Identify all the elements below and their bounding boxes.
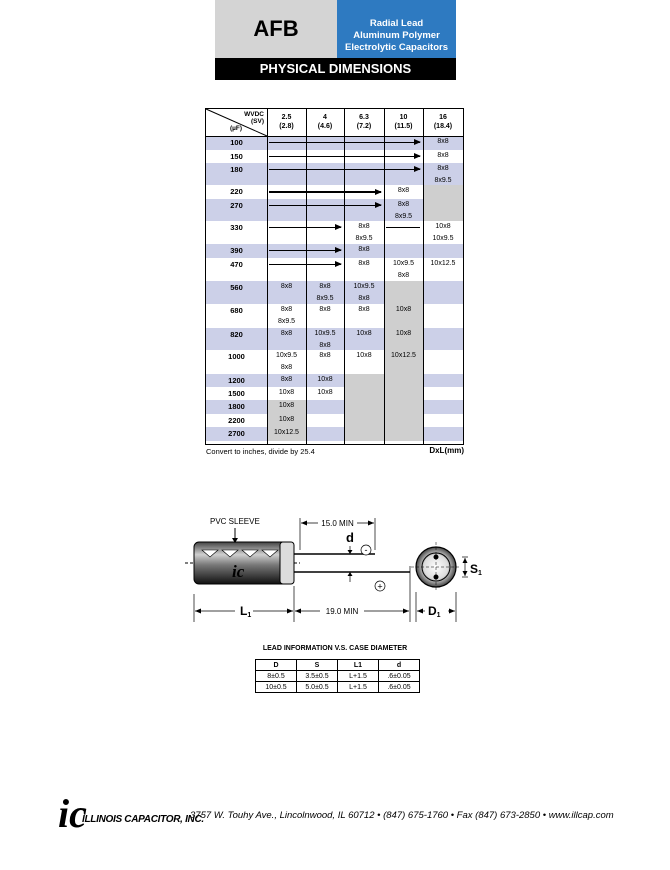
series-code: AFB (253, 16, 299, 41)
capacitance-label: 270 (230, 201, 243, 210)
capacitor-end (280, 542, 294, 584)
voltage-header: 4 (4.6) (317, 114, 333, 130)
table-cell: 8x8 (358, 246, 370, 253)
table-cell: .6±0.05 (379, 682, 420, 693)
capacitance-label: 1800 (228, 402, 245, 411)
header-d: D (256, 660, 297, 671)
lead-bottom-dimension: 19.0 MIN (325, 607, 359, 616)
header-s: S (297, 660, 338, 671)
table-cell: 10x8 (278, 402, 295, 409)
corner-uf: (µF) (230, 125, 243, 132)
capacitance-label: 560 (230, 283, 243, 292)
table-row (256, 682, 420, 693)
capacitance-label: 1500 (228, 389, 245, 398)
table-cell: 10x9.5 8x8 (392, 260, 415, 279)
table-cell: 8x8 (358, 306, 370, 313)
table-cell: 10x8 (395, 330, 412, 337)
capacitance-label: 1200 (228, 376, 245, 385)
product-description (337, 18, 456, 54)
table-row (256, 671, 420, 682)
table-cell: 10x8 (278, 389, 295, 396)
corner-label (236, 111, 264, 125)
table-cell: 8x8 (319, 352, 331, 359)
company-name: ILLINOIS CAPACITOR, INC. (82, 814, 204, 825)
table-cell: 8x8 (358, 260, 370, 267)
column-divider (344, 109, 345, 444)
table-cell: 10x12.5 (274, 429, 299, 436)
empty-region (344, 374, 384, 441)
section-title: PHYSICAL DIMENSIONS (259, 61, 412, 76)
capacitance-label: 470 (230, 260, 243, 269)
availability-arrow-icon (269, 264, 341, 265)
table-cell: 10x8 (317, 389, 333, 396)
table-cell: 3.5±0.5 (297, 671, 338, 682)
corner-sv: (SV) (251, 118, 264, 125)
capacitance-label: 390 (230, 246, 243, 255)
table-cell: 10x9.5 8x8 (314, 330, 336, 349)
empty-region (423, 185, 463, 221)
capacitance-label: 820 (230, 330, 243, 339)
availability-arrow-icon (269, 205, 381, 206)
table-cell: 10x8 (278, 416, 295, 423)
voltage-header: 6.3 (7.2) (356, 114, 372, 130)
availability-arrow-icon (386, 227, 420, 228)
table-cell: 8x8 (280, 376, 293, 383)
table-cell: 10x8 (317, 376, 333, 383)
footer-address: 3757 W. Touhy Ave., Lincolnwood, IL 60712 • (847) 675-1760 • Fax (847) 673-2850 • www.illcap.com (190, 810, 614, 821)
voltage-header: 2.5 (2.8) (279, 114, 294, 130)
table-cell: 10x9.5 8x8 (275, 352, 298, 371)
table-cell: .6±0.05 (379, 671, 420, 682)
company-logo-icon (58, 791, 204, 836)
availability-arrow-icon (269, 191, 381, 193)
table-cell: 8x8 (437, 138, 449, 145)
table-cell: 10x8 (356, 352, 372, 359)
plus-symbol: + (377, 581, 383, 592)
header-l1: L1 (338, 660, 379, 671)
voltage-header: 16 (18.4) (433, 114, 453, 130)
table-cell: 8x8 8x9.5 (277, 306, 296, 325)
table-cell: 10x12.5 (391, 352, 416, 359)
table-cell: 8x8 (437, 152, 449, 159)
table-cell: 10x8 10x9.5 (432, 223, 454, 242)
table-cell: 10x8 (395, 306, 412, 313)
logo-mark-icon: ic (232, 562, 245, 581)
capacitor-drawing (180, 510, 490, 630)
table-cell: 8x8 (397, 187, 410, 194)
pvc-label: PVC SLEEVE (210, 517, 260, 526)
units-note: DxL(mm) (429, 446, 464, 455)
lead-table-title: LEAD INFORMATION V.S. CASE DIAMETER (262, 645, 408, 652)
table-cell: 10x12.5 (430, 260, 456, 267)
table-cell: 5.0±0.5 (297, 682, 338, 693)
description-line: Electrolytic Capacitors (345, 42, 448, 53)
table-cell: 8x8 8x9.5 (434, 165, 452, 184)
capacitance-label: 180 (230, 165, 243, 174)
table-cell: L+1.5 (338, 671, 379, 682)
table-cell: 10x9.5 8x8 (353, 283, 375, 302)
description-line: Radial Lead (369, 18, 424, 29)
availability-arrow-icon (269, 227, 341, 228)
capacitance-label: 680 (230, 306, 243, 315)
voltage-header: 10 (11.5) (394, 114, 413, 130)
table-cell: 8x8 (280, 283, 293, 290)
description-line: Aluminum Polymer (353, 30, 440, 41)
logo-mark: ic (58, 791, 87, 836)
table-cell: 8x8 8x9.5 (355, 223, 373, 242)
lead-top-dimension: 15.0 MIN (321, 519, 354, 528)
capacitance-label: 2200 (228, 416, 245, 425)
table-cell: 10±0.5 (256, 682, 297, 693)
table-cell: 8x8 8x9.5 (316, 283, 334, 302)
availability-arrow-icon (269, 156, 420, 157)
minus-symbol: - (364, 545, 368, 555)
conversion-note: Convert to inches, divide by 25.4 (206, 447, 315, 456)
l1-label: L1 (240, 604, 252, 619)
table-cell: 10x8 (356, 330, 372, 337)
lead-table-header (256, 660, 420, 671)
lead-table (255, 659, 420, 693)
availability-arrow-icon (269, 142, 420, 143)
availability-arrow-icon (269, 250, 341, 251)
capacitance-label: 2700 (228, 429, 245, 438)
capacitance-label: 150 (230, 152, 243, 161)
d1-label: D1 (428, 604, 441, 619)
s1-label: S1 (470, 562, 482, 577)
lead-diameter-label: d (346, 530, 354, 545)
table-cell: L+1.5 (338, 682, 379, 693)
capacitance-label: 330 (230, 223, 243, 232)
dimension-table (205, 108, 464, 445)
corner-wvdc: WVDC (244, 111, 264, 118)
capacitance-label: 220 (230, 187, 243, 196)
table-cell: 8x8 (319, 306, 331, 313)
table-cell: 8x8 8x9.5 (394, 201, 413, 220)
header-lead-d: d (379, 660, 420, 671)
availability-arrow-icon (269, 169, 420, 170)
capacitance-label: 100 (230, 138, 243, 147)
table-cell: 8±0.5 (256, 671, 297, 682)
table-cell: 8x8 (280, 330, 293, 337)
capacitance-label: 1000 (228, 352, 245, 361)
